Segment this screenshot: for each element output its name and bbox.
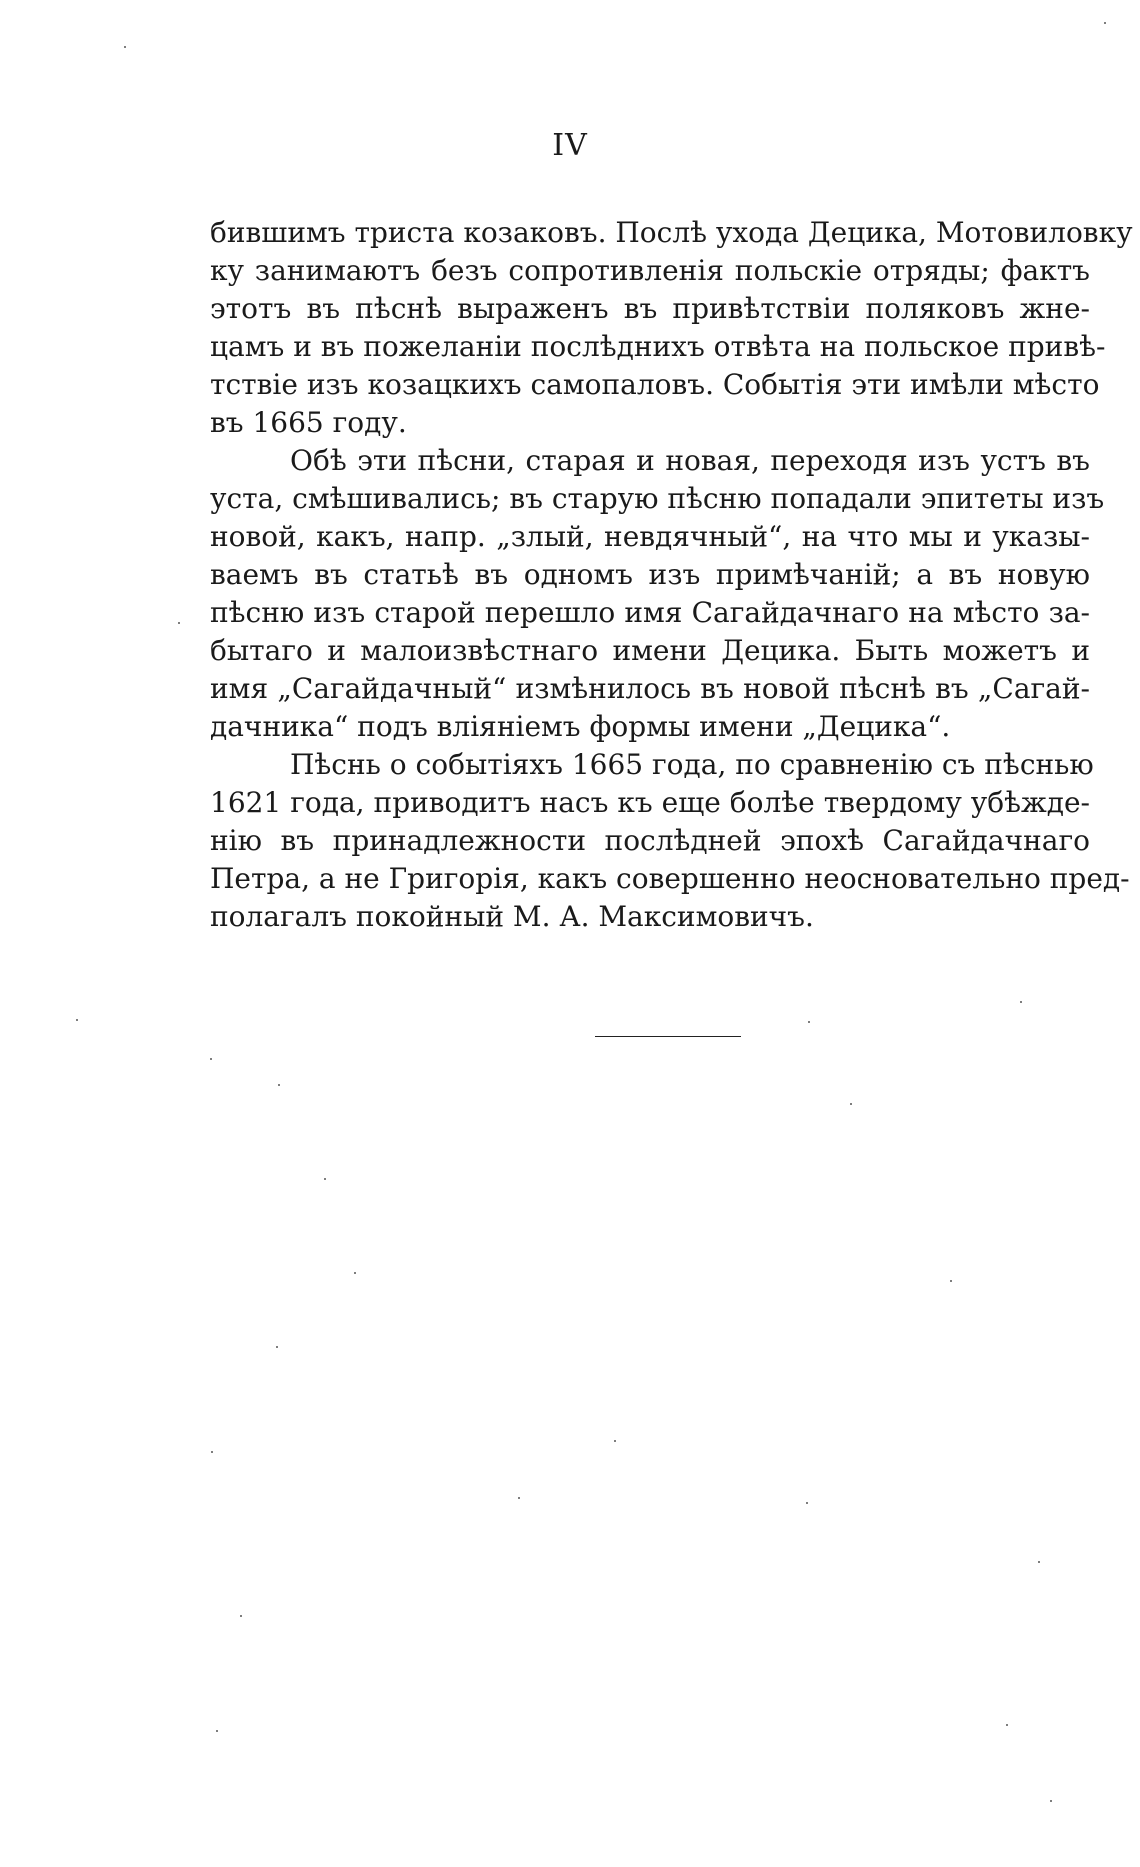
scan-speck — [950, 1280, 952, 1282]
text-line: дачника“ подъ вліяніемъ формы имени „Децика“. — [210, 710, 951, 743]
scan-speck — [808, 1021, 810, 1023]
scan-speck — [850, 1103, 852, 1105]
scan-speck — [354, 1272, 356, 1274]
scan-speck — [276, 1346, 278, 1348]
paragraph-start-line: Пѣснь о событіяхъ 1665 года, по сравненію съ пѣснью — [290, 748, 1094, 781]
text-line: ваемъ въ статьѣ въ одномъ изъ примѣчаній; а въ новую — [210, 558, 1090, 591]
text-line: ку занимаютъ безъ сопротивленія польскіе отряды; фактъ — [210, 254, 1090, 287]
text-line: бившимъ триста козаковъ. Послѣ ухода Децика, Мотовиловку — [210, 216, 1133, 249]
scan-speck — [240, 1615, 242, 1617]
scan-speck — [211, 1451, 213, 1453]
scan-speck — [806, 1502, 808, 1504]
text-line: Петра, а не Григорія, какъ совершенно неосновательно пред- — [210, 862, 1130, 895]
paragraph-start-line: Обѣ эти пѣсни, старая и новая, переходя изъ устъ въ — [290, 444, 1090, 477]
scan-speck — [1104, 22, 1106, 24]
text-line: пѣсню изъ старой перешло имя Сагайдачнаго на мѣсто за- — [210, 596, 1090, 629]
scan-speck — [124, 46, 126, 48]
scan-speck — [614, 1440, 616, 1442]
text-line: этотъ въ пѣснѣ выраженъ въ привѣтствіи поляковъ жне- — [210, 292, 1090, 325]
text-line: полагалъ покойный М. А. Максимовичъ. — [210, 900, 814, 933]
text-line: цамъ и въ пожеланіи послѣднихъ отвѣта на польское привѣ- — [210, 330, 1106, 363]
scan-speck — [324, 1178, 326, 1180]
text-line: 1621 года, приводитъ насъ къ еще болѣе твердому убѣжде- — [210, 786, 1090, 819]
scan-speck — [216, 1730, 218, 1732]
text-line: новой, какъ, напр. „злый, невдячный“, на что мы и указы- — [210, 520, 1090, 553]
scan-speck — [1020, 1001, 1022, 1003]
scan-speck — [1050, 1800, 1052, 1802]
scan-speck — [210, 1058, 212, 1060]
scan-speck — [76, 1019, 78, 1021]
scan-speck — [518, 1497, 520, 1499]
text-line: имя „Сагайдачный“ измѣнилось въ новой пѣснѣ въ „Сагай- — [210, 672, 1090, 705]
page-number: IV — [552, 128, 588, 163]
body-text — [210, 214, 1133, 936]
text-line: тствіе изъ козацкихъ самопаловъ. Событія эти имѣли мѣсто — [210, 368, 1100, 401]
scan-speck — [178, 622, 180, 624]
scan-speck — [1006, 1724, 1008, 1726]
scan-speck — [278, 1084, 280, 1086]
scan-speck — [1038, 1561, 1040, 1563]
section-divider — [595, 1036, 741, 1037]
text-line: нію въ принадлежности послѣдней эпохѣ Сагайдачнаго — [210, 824, 1090, 857]
text-line: уста, смѣшивались; въ старую пѣсню попадали эпитеты изъ — [210, 482, 1105, 515]
text-line: въ 1665 году. — [210, 406, 407, 439]
text-line: бытаго и малоизвѣстнаго имени Децика. Быть можетъ и — [210, 634, 1090, 667]
